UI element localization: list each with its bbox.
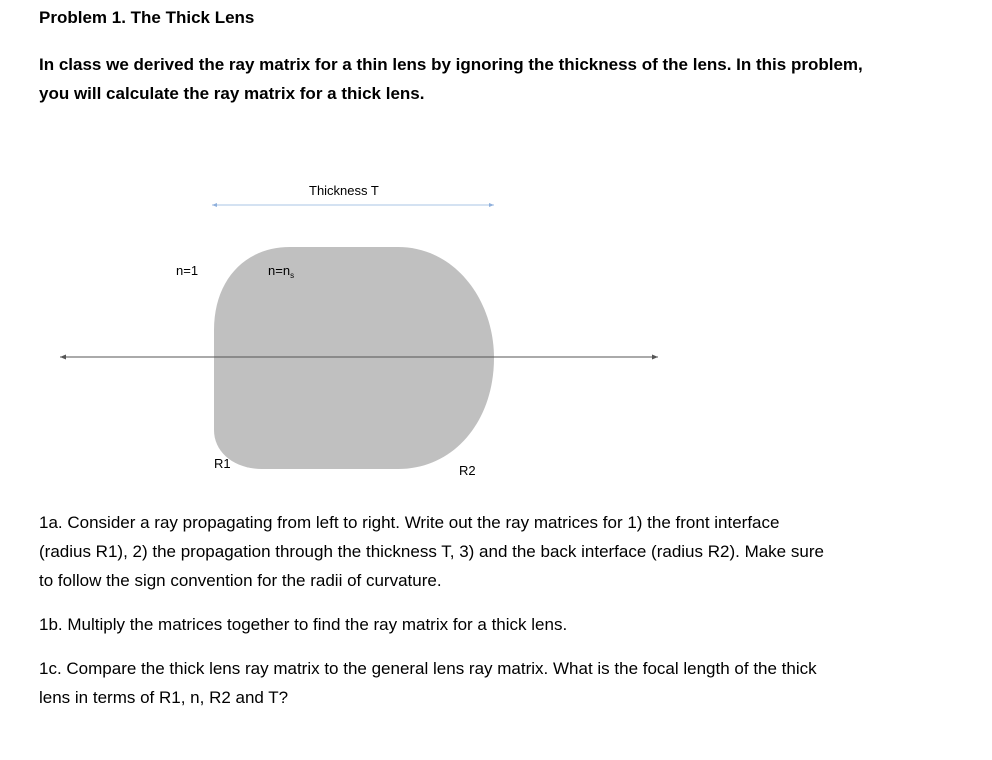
question-1a-line-2: (radius R1), 2) the propagation through the thickness T, 3) and the back interface (radius R2). Make sure [39,542,824,561]
questions-section [39,508,974,712]
r1-label: R1 [214,456,231,471]
lens-index-subscript: s [290,271,295,280]
thick-lens-shape [214,247,494,469]
intro-line-1: In class we derived the ray matrix for a thin lens by ignoring the thickness of the lens. In this problem, [39,55,863,74]
question-1a-line-3: to follow the sign convention for the radii of curvature. [39,571,442,590]
question-1a-line-1: 1a. Consider a ray propagating from left to right. Write out the ray matrices for 1) the front interface [39,513,780,532]
problem-title: Problem 1. The Thick Lens [39,8,255,27]
outside-index-label: n=1 [176,263,199,278]
r2-label: R2 [459,463,476,478]
thickness-label: Thickness T [309,183,379,198]
question-1b-line-1: 1b. Multiply the matrices together to find the ray matrix for a thick lens. [39,615,568,634]
question-1c-line-2: lens in terms of R1, n, R2 and T? [39,688,289,707]
intro-line-2: you will calculate the ray matrix for a thick lens. [39,84,425,103]
question-1a [39,508,974,595]
question-1c [39,654,974,712]
lens-index-main: n=n [268,263,291,278]
question-1c-line-1: 1c. Compare the thick lens ray matrix to the general lens ray matrix. What is the focal length of the thick [39,659,817,678]
question-1b [39,610,974,639]
